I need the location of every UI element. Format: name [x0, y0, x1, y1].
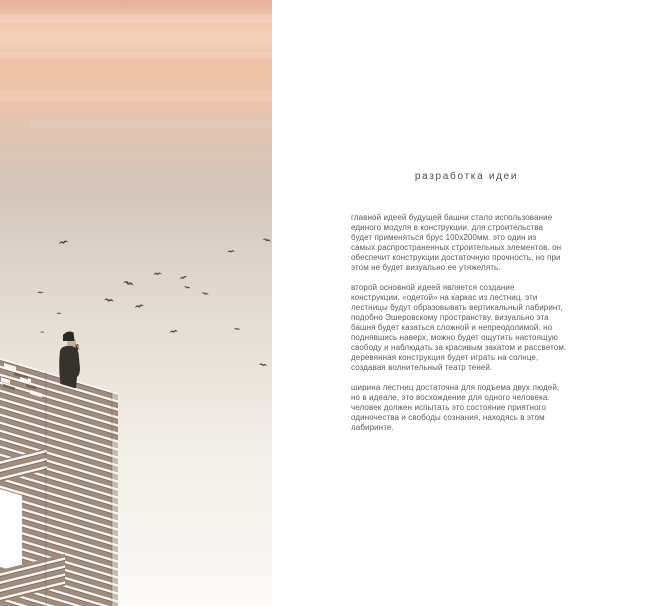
- text-line: будет применяться брус 100x200мм. это один из: [351, 233, 537, 242]
- text-line: деревянная конструкция будет играть на солнце,: [351, 353, 539, 362]
- text-line: ширина лестниц достаточна для подъема двух людей,: [351, 383, 560, 392]
- text-line: лабиринте.: [351, 423, 394, 432]
- text-line: поднявшись наверх, можно будет ощутить настоящую: [351, 333, 559, 342]
- artwork-canvas: [0, 0, 272, 606]
- text-line: самых распространенных строительных элементов. он: [351, 243, 562, 252]
- text-line: этом не будет визуально ее утяжелять.: [351, 263, 501, 272]
- text-line: человек должен испытать это состояние приятного: [351, 403, 547, 412]
- paragraph: [351, 213, 582, 273]
- text-line: конструкции, «одетой» на каркас из лестниц. эти: [351, 293, 538, 302]
- hero-image: [0, 0, 272, 606]
- text-line: башня будет казаться сложной и непреодолимой. но: [351, 323, 553, 332]
- text-line: главной идеей будущей башни стало использование: [351, 213, 553, 222]
- text-line: обеспечит конструкции достаточную прочность, но при: [351, 253, 561, 262]
- text-line: свободу и наблюдать за красивым закатом и рассветом.: [351, 343, 567, 352]
- tower-window: [0, 488, 22, 575]
- text-line: второй основной идеей является создание: [351, 283, 515, 292]
- paragraph: [351, 383, 582, 433]
- text-line: лестницы будут образовывать вертикальный лабиринт,: [351, 303, 563, 312]
- text-line: но в идеале, это восхождение для одного человека.: [351, 393, 550, 402]
- text-line: создавая волнительный театр теней.: [351, 363, 493, 372]
- section-title: разработка идеи: [414, 171, 519, 182]
- article-body: [351, 213, 582, 443]
- text-line: подобно Эшеровскому пространству. визуально эта: [351, 313, 549, 322]
- paragraph: [351, 283, 582, 373]
- text-line: одиночества и свободы сознания, находясь в этом: [351, 413, 545, 422]
- text-column: [351, 0, 582, 606]
- text-line: единого модуля в конструкции. для строительства: [351, 223, 544, 232]
